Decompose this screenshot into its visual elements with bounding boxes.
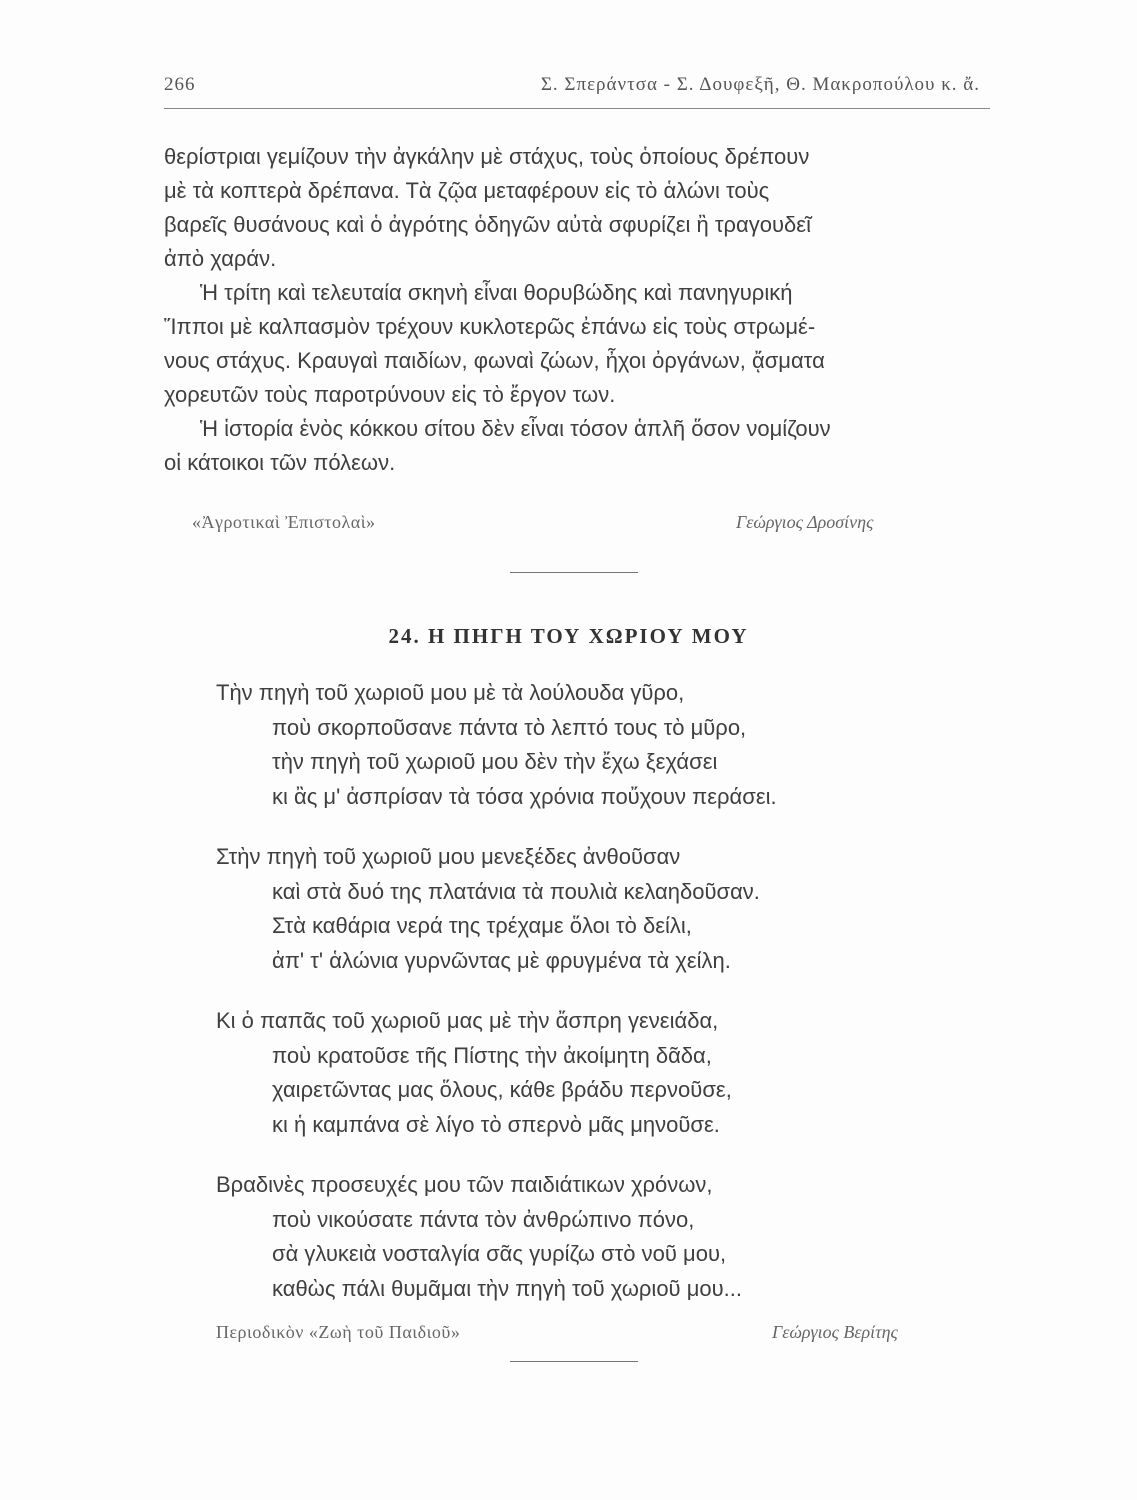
header-rule	[164, 108, 990, 109]
verse-line: χαιρετῶντας μας ὅλους, κάθε βράδυ περνοῦσε,	[272, 1077, 732, 1102]
verse-line: σὰ γλυκειὰ νοσταλγία σᾶς γυρίζω στὸ νοῦ μου,	[272, 1241, 727, 1266]
prose-line: βαρεῖς θυσάνους καὶ ὁ ἀγρότης ὁδηγῶν αὐτὰ σφυρίζει ἢ τραγουδεῖ	[164, 212, 811, 237]
verse-line: κι ἂς μ' ἀσπρίσαν τὰ τόσα χρόνια ποὔχουν περάσει.	[272, 783, 777, 809]
prose-line: θερίστριαι γεμίζουν τὴν ἀγκάλην μὲ στάχυς, τοὺς ὁποίους δρέπουν	[164, 144, 810, 169]
verse-line: καθὼς πάλι θυμᾶμαι τὴν πηγὴ τοῦ χωριοῦ μου...	[272, 1275, 742, 1301]
stanza	[216, 676, 956, 814]
prose-line: οἱ κάτοικοι τῶν πόλεων.	[164, 450, 396, 475]
verse-line: Στὰ καθάρια νερά της τρέχαμε ὅλοι τὸ δείλι,	[272, 913, 692, 938]
prose-author: Γεώργιος Δροσίνης	[736, 512, 874, 532]
prose-line: νους στάχυς. Κραυγαὶ παιδίων, φωναὶ ζώων, ἦχοι ὀργάνων, ᾄσματα	[164, 348, 825, 373]
running-head: Σ. Σπεράντσα - Σ. Δουφεξῆ, Θ. Μακροπούλου κ. ἄ.	[540, 74, 980, 95]
poem-author: Γεώργιος Βερίτης	[772, 1322, 898, 1342]
verse-line: καὶ στὰ δυό της πλατάνια τὰ πουλιὰ κελαηδοῦσαν.	[272, 878, 760, 904]
verse-line: Στὴν πηγὴ τοῦ χωριοῦ μου μενεξέδες ἀνθοῦσαν	[216, 844, 681, 869]
prose-line: Ἡ ἱστορία ἑνὸς κόκκου σίτου δὲν εἶναι τόσον ἁπλῆ ὅσον νομίζουν	[200, 416, 831, 441]
prose-line: μὲ τὰ κοπτερὰ δρέπανα. Τὰ ζῷα μεταφέρουν εἰς τὸ ἁλώνι τοὺς	[164, 178, 770, 203]
stanza	[216, 840, 956, 978]
prose-source: «Ἀγροτικαὶ Ἐπιστολαὶ»	[192, 512, 376, 532]
poem-source: Περιοδικὸν «Ζωὴ τοῦ Παιδιοῦ»	[216, 1322, 461, 1342]
stanza	[216, 1004, 956, 1142]
verse-line: ποὺ κρατοῦσε τῆς Πίστης τὴν ἀκοίμητη δᾶδα,	[272, 1042, 712, 1068]
poem-title: 24. Η ΠΗΓΗ ΤΟΥ ΧΩΡΙΟΥ ΜΟΥ	[388, 624, 749, 648]
verse-line: τὴν πηγὴ τοῦ χωριοῦ μου δὲν τὴν ἔχω ξεχάσει	[272, 749, 718, 774]
verse-line: Βραδινὲς προσευχές μου τῶν παιδιάτικων χρόνων,	[216, 1172, 713, 1197]
prose-passage	[164, 140, 994, 480]
verse-line: ποὺ σκορποῦσανε πάντα τὸ λεπτό τους τὸ μῦρο,	[272, 714, 747, 740]
section-divider	[510, 572, 638, 573]
prose-line: Ἵπποι μὲ καλπασμὸν τρέχουν κυκλοτερῶς ἐπάνω εἰς τοὺς στρωμέ-	[164, 314, 816, 339]
stanza	[216, 1168, 956, 1306]
prose-line: χορευτῶν τοὺς παροτρύνουν εἰς τὸ ἔργον των.	[164, 382, 616, 407]
verse-line: ποὺ νικούσατε πάντα τὸν ἀνθρώπινο πόνο,	[272, 1206, 695, 1232]
page-header	[164, 74, 990, 104]
verse-line: Τὴν πηγὴ τοῦ χωριοῦ μου μὲ τὰ λούλουδα γῦρο,	[216, 680, 685, 705]
poem-body	[216, 676, 956, 1332]
prose-line: ἀπὸ χαράν.	[164, 246, 277, 271]
verse-line: ἀπ' τ' ἁλώνια γυρνῶντας μὲ φρυγμένα τὰ χείλη.	[272, 947, 731, 973]
verse-line: κι ἡ καμπάνα σὲ λίγο τὸ σπερνὸ μᾶς μηνοῦσε.	[272, 1111, 720, 1137]
prose-line: Ἡ τρίτη καὶ τελευταία σκηνὴ εἶναι θορυβώδης καὶ πανηγυρική	[200, 280, 793, 305]
page-number: 266	[164, 74, 196, 95]
section-divider-bottom	[510, 1361, 638, 1362]
verse-line: Κι ὁ παπᾶς τοῦ χωριοῦ μας μὲ τὴν ἄσπρη γενειάδα,	[216, 1008, 719, 1033]
